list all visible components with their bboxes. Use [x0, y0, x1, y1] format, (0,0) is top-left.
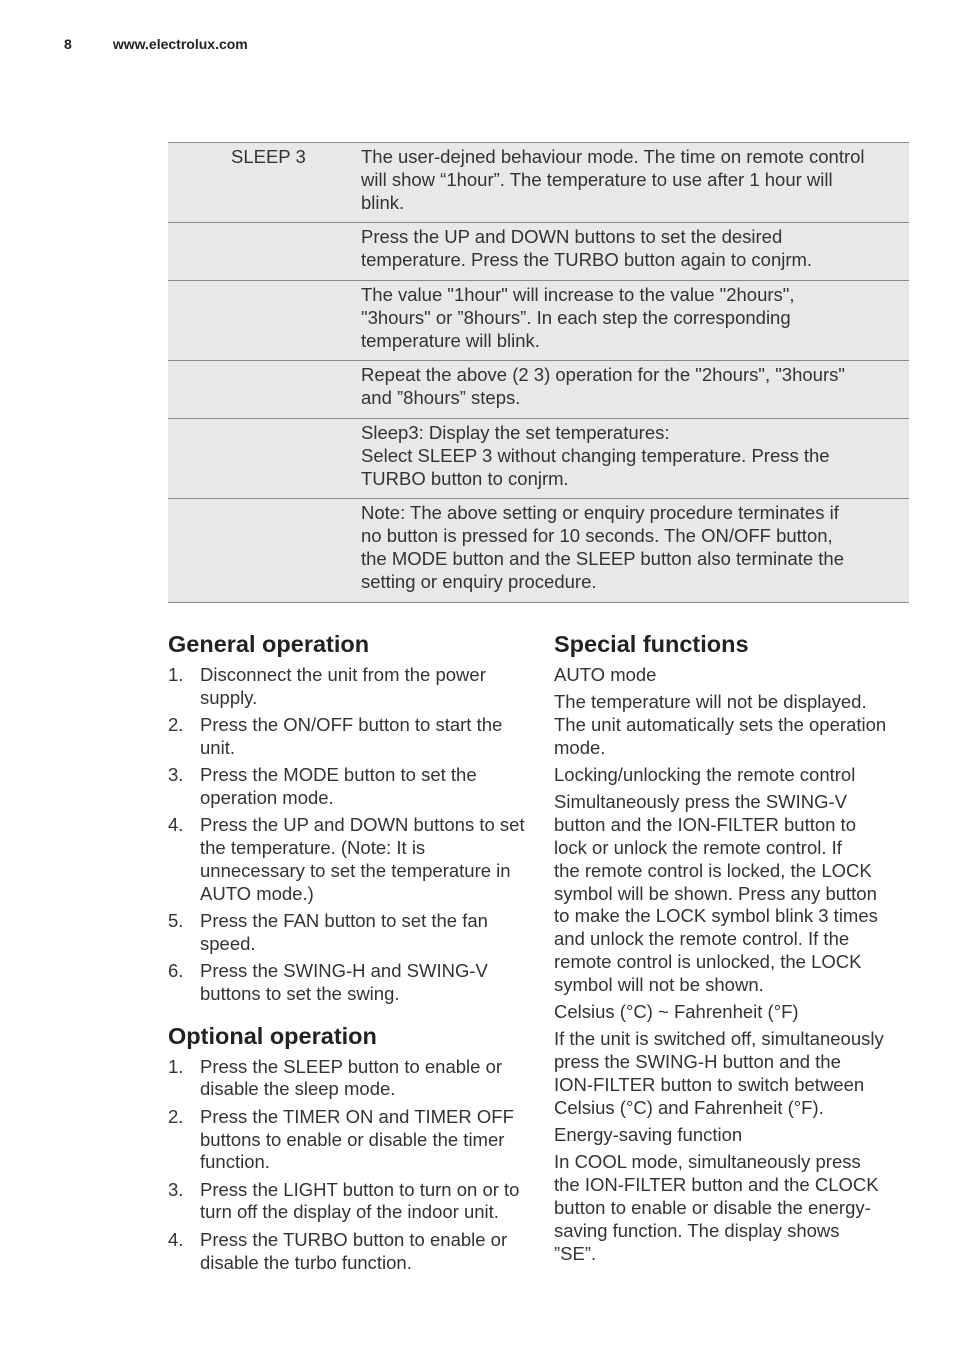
sleep-3-table — [168, 142, 909, 603]
list-item-text: Press the TIMER ON and TIMER OFF buttons to enable or disable the timer function. — [200, 1105, 514, 1173]
list-item-text: Press the MODE button to set the operation mode. — [200, 764, 477, 808]
function-subheading: AUTO mode — [554, 664, 657, 685]
function-subheading: Energy-saving function — [554, 1124, 743, 1146]
list-item — [168, 1179, 528, 1225]
list-item-text: Disconnect the unit from the power supply. — [200, 664, 486, 708]
list-item-text: Press the SLEEP button to enable or disable the sleep mode. — [200, 1055, 503, 1100]
general-operation-heading: General operation — [168, 631, 370, 657]
function-description: In COOL mode, simultaneously press the ION-FILTER button and the CLOCK button to enable or disable the energy- saving function. The display shows ”SE”. — [554, 1151, 879, 1264]
function-description: The temperature will not be displayed. The unit automatically sets the operation mode. — [554, 691, 887, 758]
row-label — [168, 223, 361, 281]
list-item-number: 2. — [168, 714, 184, 736]
table-row — [168, 143, 909, 223]
row-text: Press the UP and DOWN buttons to set the desired temperature. Press the TURBO button again to conjrm. — [361, 226, 813, 271]
function-description: Simultaneously press the SWING-V button and the ION-FILTER button to lock or unlock the remote control. If the remote control is locked, the LOCK symbol will be shown. Press any button to make the LOCK symbol blink 3 times and unlock the remote control. If the remote control is unlocked, the LOCK symbol will not be shown. — [554, 791, 878, 995]
row-text: Repeat the above (2 3) operation for the "2hours", "3hours" and ”8hours” steps. — [361, 364, 845, 409]
left-column — [168, 626, 528, 1279]
list-item-number: 3. — [168, 1178, 184, 1200]
table-row — [168, 499, 909, 602]
list-item-number: 4. — [168, 1228, 184, 1250]
row-label — [168, 418, 361, 498]
function-description: If the unit is switched off, simultaneously press the SWING-H button and the ION-FILTER button to switch between Celsius (°C) and Fahrenheit (°F). — [554, 1028, 884, 1118]
special-functions-heading: Special functions — [554, 631, 749, 657]
list-item-text: Press the TURBO button to enable or disable the turbo function. — [200, 1228, 508, 1273]
list-item — [168, 960, 528, 1006]
list-item-number: 1. — [168, 1055, 184, 1077]
table-row — [168, 418, 909, 498]
list-item-text: Press the LIGHT button to turn on or to turn off the display of the indoor unit. — [200, 1178, 520, 1223]
table-row — [168, 361, 909, 419]
table-row — [168, 280, 909, 360]
list-item — [168, 814, 528, 905]
row-text: The user-dejned behaviour mode. The time on remote control will show “1hour”. The temperature to use after 1 hour will blink. — [361, 146, 865, 213]
list-item-text: Press the ON/OFF button to start the unit. — [200, 714, 503, 758]
list-item-number: 2. — [168, 1105, 184, 1127]
row-label — [168, 361, 361, 419]
list-item — [168, 1106, 528, 1174]
list-item — [168, 764, 528, 810]
optional-operation-list — [168, 1056, 528, 1275]
page-header — [64, 36, 248, 52]
website-link[interactable]: www.electrolux.com — [112, 36, 248, 52]
row-text: Note: The above setting or enquiry procedure terminates if no button is pressed for 10 seconds. The ON/OFF button, the MODE button and the SLEEP button also terminate the setting or enquiry procedure. — [361, 502, 845, 592]
right-column — [554, 626, 914, 1270]
list-item — [168, 1056, 528, 1102]
list-item — [168, 1229, 528, 1275]
optional-operation-heading: Optional operation — [168, 1022, 377, 1049]
list-item — [168, 714, 528, 760]
special-functions-body — [554, 664, 914, 1265]
row-label: SLEEP 3 — [168, 143, 361, 223]
row-text: Sleep3: Display the set temperatures: Select SLEEP 3 without changing temperature. Press the TURBO button to conjrm. — [361, 421, 830, 489]
list-item-text: Press the SWING-H and SWING-V buttons to set the swing. — [200, 960, 488, 1004]
row-text: The value "1hour" will increase to the value "2hours", "3hours" or ”8hours”. In each step the corresponding temperature will blink. — [361, 283, 795, 351]
row-label — [168, 499, 361, 602]
list-item — [168, 664, 528, 710]
list-item-number: 6. — [168, 960, 184, 982]
list-item-text: Press the FAN button to set the fan speed. — [200, 909, 488, 954]
row-label — [168, 280, 361, 360]
list-item-text: Press the UP and DOWN buttons to set the temperature. (Note: It is unnecessary to set the temperature in AUTO mode.) — [200, 814, 525, 904]
table-row — [168, 223, 909, 281]
list-item-number: 4. — [168, 814, 184, 836]
list-item — [168, 910, 528, 956]
function-subheading: Celsius (°C) ~ Fahrenheit (°F) — [554, 1001, 799, 1023]
function-subheading: Locking/unlocking the remote control — [554, 764, 856, 786]
list-item-number: 1. — [168, 664, 184, 685]
general-operation-list — [168, 664, 528, 1006]
list-item-number: 5. — [168, 909, 184, 931]
page-number: 8 — [64, 36, 72, 52]
list-item-number: 3. — [168, 764, 184, 786]
